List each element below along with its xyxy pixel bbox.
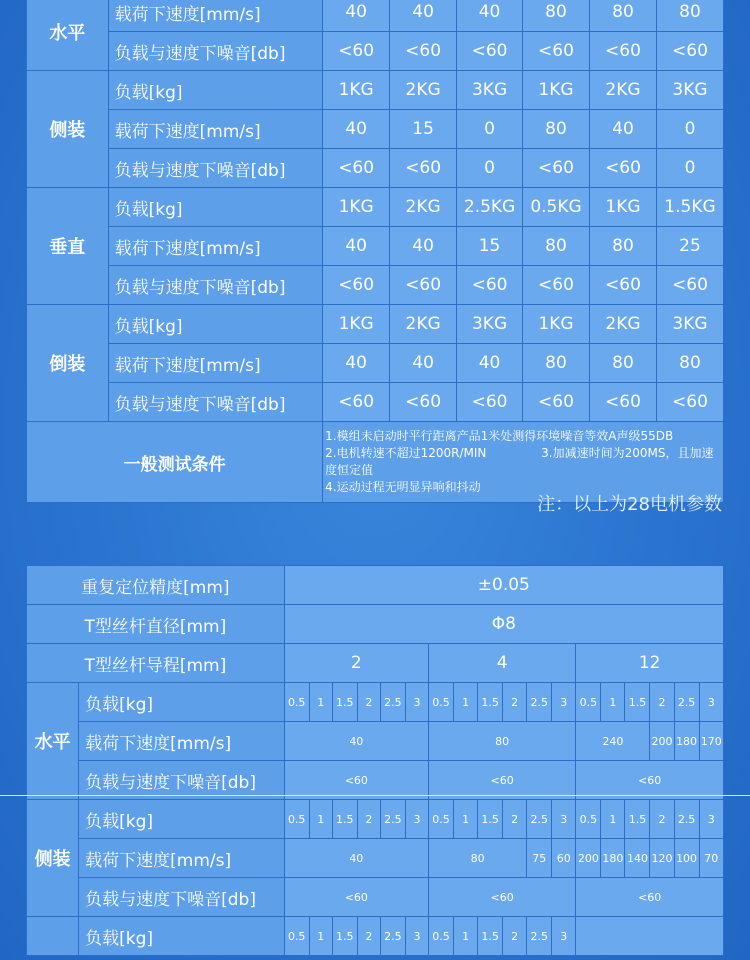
value-cell: 0 [457, 110, 523, 149]
value-cell: 2KG [589, 305, 656, 344]
table-row [27, 110, 724, 149]
value-cell: 40 [589, 110, 656, 149]
footnote: 注：以上为28电机参数 [537, 494, 722, 515]
lead-4: 4 [428, 644, 575, 683]
s-load-cell: 0.5 [576, 800, 601, 839]
s-speed-lead4-c: 60 [552, 839, 576, 878]
param-label: 负载与速度下噪音[db] [108, 266, 323, 305]
b-load-cell: 1 [309, 917, 332, 956]
value-cell: 40 [323, 227, 390, 266]
row-screw-lead [27, 644, 724, 683]
value-cell: <60 [523, 32, 590, 71]
s-speed-lead12-f: 70 [699, 839, 723, 878]
h-noise-lead2: <60 [284, 761, 428, 800]
s-load-cell: 2.5 [674, 800, 699, 839]
param-label: 负载[kg] [108, 188, 323, 227]
value-cell: <60 [589, 32, 656, 71]
screw-diameter-value: Φ8 [284, 605, 723, 644]
condition-line: 3.加减速时间为200MS，且加速度恒定值 [325, 446, 714, 477]
row-h-speed [27, 722, 724, 761]
h-load-cell: 0.5 [428, 683, 453, 722]
s-load-cell: 2.5 [380, 800, 405, 839]
h-speed-lead12-d: 170 [699, 722, 723, 761]
value-cell: <60 [390, 383, 457, 422]
s-load-cell: 1 [454, 800, 478, 839]
value-cell: 1KG [323, 71, 390, 110]
table-row [27, 305, 724, 344]
s-load-cell: 1 [309, 800, 332, 839]
table-row [27, 71, 724, 110]
s-speed-lead12-a: 200 [576, 839, 601, 878]
b-load-cell: 3 [405, 917, 428, 956]
row-s-speed [27, 839, 724, 878]
repeat-accuracy-label: 重复定位精度[mm] [27, 566, 285, 605]
b-load-cell: 3 [552, 917, 576, 956]
row-s-noise [27, 878, 724, 917]
h-load-cell: 3 [552, 683, 576, 722]
b-load-label: 负载[kg] [79, 917, 285, 956]
value-cell: 40 [457, 0, 523, 32]
s-load-cell: 3 [405, 800, 428, 839]
h-load-cell: 1 [309, 683, 332, 722]
param-label: 载荷下速度[mm/s] [108, 0, 323, 32]
value-cell: <60 [390, 32, 457, 71]
value-cell: 80 [523, 0, 590, 32]
value-cell: 40 [390, 227, 457, 266]
h-speed-lead12-c: 180 [674, 722, 699, 761]
value-cell: 3KG [656, 71, 723, 110]
s-load-cell: 1 [601, 800, 625, 839]
b-load-cell: 1.5 [332, 917, 357, 956]
value-cell: <60 [523, 266, 590, 305]
lead-12: 12 [576, 644, 724, 683]
screw-diameter-label: T型丝杆直径[mm] [27, 605, 285, 644]
value-cell: 3KG [457, 305, 523, 344]
b-load-cell: 2 [357, 917, 380, 956]
h-speed-label: 载荷下速度[mm/s] [79, 722, 285, 761]
repeat-accuracy-value: ±0.05 [284, 566, 723, 605]
value-cell: <60 [457, 383, 523, 422]
value-cell: <60 [656, 266, 723, 305]
s-load-cell: 2 [357, 800, 380, 839]
value-cell: 80 [523, 110, 590, 149]
h-load-cell: 2.5 [674, 683, 699, 722]
h-load-cell: 2 [650, 683, 674, 722]
value-cell: 2KG [390, 188, 457, 227]
b-load-cell: 1 [454, 917, 478, 956]
s-speed-lead12-e: 100 [674, 839, 699, 878]
param-label: 负载[kg] [108, 305, 323, 344]
h-load-cell: 1 [601, 683, 625, 722]
s-noise-lead12: <60 [576, 878, 724, 917]
table-row [27, 188, 724, 227]
value-cell: 2KG [390, 305, 457, 344]
h-speed-lead4: 80 [428, 722, 575, 761]
h-load-cell: 2 [357, 683, 380, 722]
s-load-cell: 2.5 [527, 800, 552, 839]
b-load-cell: 1.5 [478, 917, 503, 956]
value-cell: 15 [457, 227, 523, 266]
value-cell: 2KG [589, 71, 656, 110]
s-load-label: 负载[kg] [79, 800, 285, 839]
b-load-blank [576, 917, 724, 956]
table-row [27, 383, 724, 422]
s-load-cell: 1.5 [332, 800, 357, 839]
value-cell: <60 [323, 383, 390, 422]
b-load-cell: 2 [503, 917, 527, 956]
value-cell: <60 [589, 149, 656, 188]
param-label: 负载[kg] [108, 71, 323, 110]
h-load-cell: 3 [405, 683, 428, 722]
param-label: 负载与速度下噪音[db] [108, 149, 323, 188]
h-speed-lead12-a: 240 [576, 722, 650, 761]
s-load-cell: 2 [503, 800, 527, 839]
s-speed-lead12-c: 140 [625, 839, 650, 878]
value-cell: <60 [656, 383, 723, 422]
table-row [27, 0, 724, 32]
s-speed-lead4-b: 75 [527, 839, 552, 878]
row-h-noise [27, 761, 724, 800]
value-cell: 80 [656, 0, 723, 32]
value-cell: 2KG [390, 71, 457, 110]
h-noise-lead12: <60 [576, 761, 724, 800]
value-cell: 40 [323, 110, 390, 149]
param-label: 载荷下速度[mm/s] [108, 344, 323, 383]
value-cell: <60 [457, 32, 523, 71]
value-cell: 80 [523, 344, 590, 383]
h-load-cell: 2.5 [380, 683, 405, 722]
value-cell: 80 [589, 227, 656, 266]
value-cell: <60 [656, 32, 723, 71]
table-row [27, 149, 724, 188]
row-repeat-accuracy [27, 566, 724, 605]
table-row [27, 344, 724, 383]
value-cell: 0.5KG [523, 188, 590, 227]
s-load-cell: 1.5 [625, 800, 650, 839]
value-cell: 0 [457, 149, 523, 188]
h-speed-lead12-b: 200 [650, 722, 674, 761]
value-cell: 40 [323, 0, 390, 32]
h-load-cell: 0.5 [284, 683, 309, 722]
value-cell: 15 [390, 110, 457, 149]
param-label: 载荷下速度[mm/s] [108, 110, 323, 149]
group-label: 垂直 [27, 188, 109, 305]
noise-speed-table-28 [26, 0, 724, 503]
b-load-cell: 0.5 [284, 917, 309, 956]
value-cell: 3KG [656, 305, 723, 344]
value-cell: 1KG [589, 188, 656, 227]
s-load-cell: 2 [650, 800, 674, 839]
s-noise-lead2: <60 [284, 878, 428, 917]
s-noise-lead4: <60 [428, 878, 575, 917]
s-load-cell: 3 [552, 800, 576, 839]
value-cell: 1KG [523, 305, 590, 344]
param-label: 载荷下速度[mm/s] [108, 227, 323, 266]
row-screw-diameter [27, 605, 724, 644]
h-load-cell: 1.5 [478, 683, 503, 722]
s-load-cell: 0.5 [428, 800, 453, 839]
h-load-cell: 3 [699, 683, 723, 722]
s-load-cell: 0.5 [284, 800, 309, 839]
value-cell: <60 [589, 383, 656, 422]
s-speed-lead12-d: 120 [650, 839, 674, 878]
table-row [27, 227, 724, 266]
screw-lead-label: T型丝杆导程[mm] [27, 644, 285, 683]
value-cell: 80 [589, 0, 656, 32]
s-load-cell: 3 [699, 800, 723, 839]
s-noise-label: 负载与速度下噪音[db] [79, 878, 285, 917]
h-load-label: 负载[kg] [79, 683, 285, 722]
value-cell: 0 [656, 110, 723, 149]
condition-line: 2.电机转速不超过1200R/MIN [325, 446, 487, 460]
row-h-load [27, 683, 724, 722]
value-cell: <60 [390, 149, 457, 188]
s-speed-lead4-a: 80 [428, 839, 526, 878]
condition-line: 4.运动过程无明显异响和抖动 [325, 480, 481, 494]
h-load-cell: 0.5 [576, 683, 601, 722]
value-cell: 40 [390, 344, 457, 383]
value-cell: 1.5KG [656, 188, 723, 227]
group-horizontal: 水平 [27, 683, 79, 800]
value-cell: 40 [323, 344, 390, 383]
s-speed-lead2: 40 [284, 839, 428, 878]
value-cell: 1KG [323, 188, 390, 227]
param-label: 负载与速度下噪音[db] [108, 383, 323, 422]
row-bottom-load [27, 917, 724, 956]
value-cell: <60 [323, 266, 390, 305]
value-cell: <60 [523, 149, 590, 188]
condition-line: 1.模组未启动时平行距离产品1米处测得环境噪音等效A声级55DB [325, 429, 674, 443]
value-cell: 0 [656, 149, 723, 188]
lead-screw-spec-table [26, 565, 724, 956]
value-cell: 80 [523, 227, 590, 266]
value-cell: 1KG [523, 71, 590, 110]
value-cell: <60 [589, 266, 656, 305]
value-cell: 25 [656, 227, 723, 266]
value-cell: <60 [323, 149, 390, 188]
value-cell: <60 [390, 266, 457, 305]
value-cell: 1KG [323, 305, 390, 344]
h-load-cell: 2 [503, 683, 527, 722]
value-cell: 80 [656, 344, 723, 383]
h-speed-lead2: 40 [284, 722, 428, 761]
value-cell: <60 [523, 383, 590, 422]
table-row [27, 32, 724, 71]
value-cell: 40 [457, 344, 523, 383]
group-label: 侧装 [27, 71, 109, 188]
h-load-cell: 2.5 [527, 683, 552, 722]
b-load-cell: 2.5 [380, 917, 405, 956]
group-side: 侧装 [27, 800, 79, 917]
divider-line [0, 795, 750, 796]
row-s-load [27, 800, 724, 839]
conditions-label: 一般测试条件 [27, 422, 323, 503]
h-load-cell: 1.5 [332, 683, 357, 722]
s-speed-label: 载荷下速度[mm/s] [79, 839, 285, 878]
value-cell: 80 [589, 344, 656, 383]
h-noise-lead4: <60 [428, 761, 575, 800]
h-load-cell: 1.5 [625, 683, 650, 722]
s-speed-lead12-b: 180 [601, 839, 625, 878]
b-load-cell: 2.5 [527, 917, 552, 956]
value-cell: 40 [390, 0, 457, 32]
group-label: 水平 [27, 0, 109, 71]
value-cell: 2.5KG [457, 188, 523, 227]
param-label: 负载与速度下噪音[db] [108, 32, 323, 71]
group-bottom [27, 917, 79, 956]
group-label: 倒装 [27, 305, 109, 422]
s-load-cell: 1.5 [478, 800, 503, 839]
b-load-cell: 0.5 [428, 917, 453, 956]
h-noise-label: 负载与速度下噪音[db] [79, 761, 285, 800]
lead-2: 2 [284, 644, 428, 683]
value-cell: <60 [457, 266, 523, 305]
h-load-cell: 1 [454, 683, 478, 722]
value-cell: 3KG [457, 71, 523, 110]
table-row [27, 266, 724, 305]
value-cell: <60 [323, 32, 390, 71]
